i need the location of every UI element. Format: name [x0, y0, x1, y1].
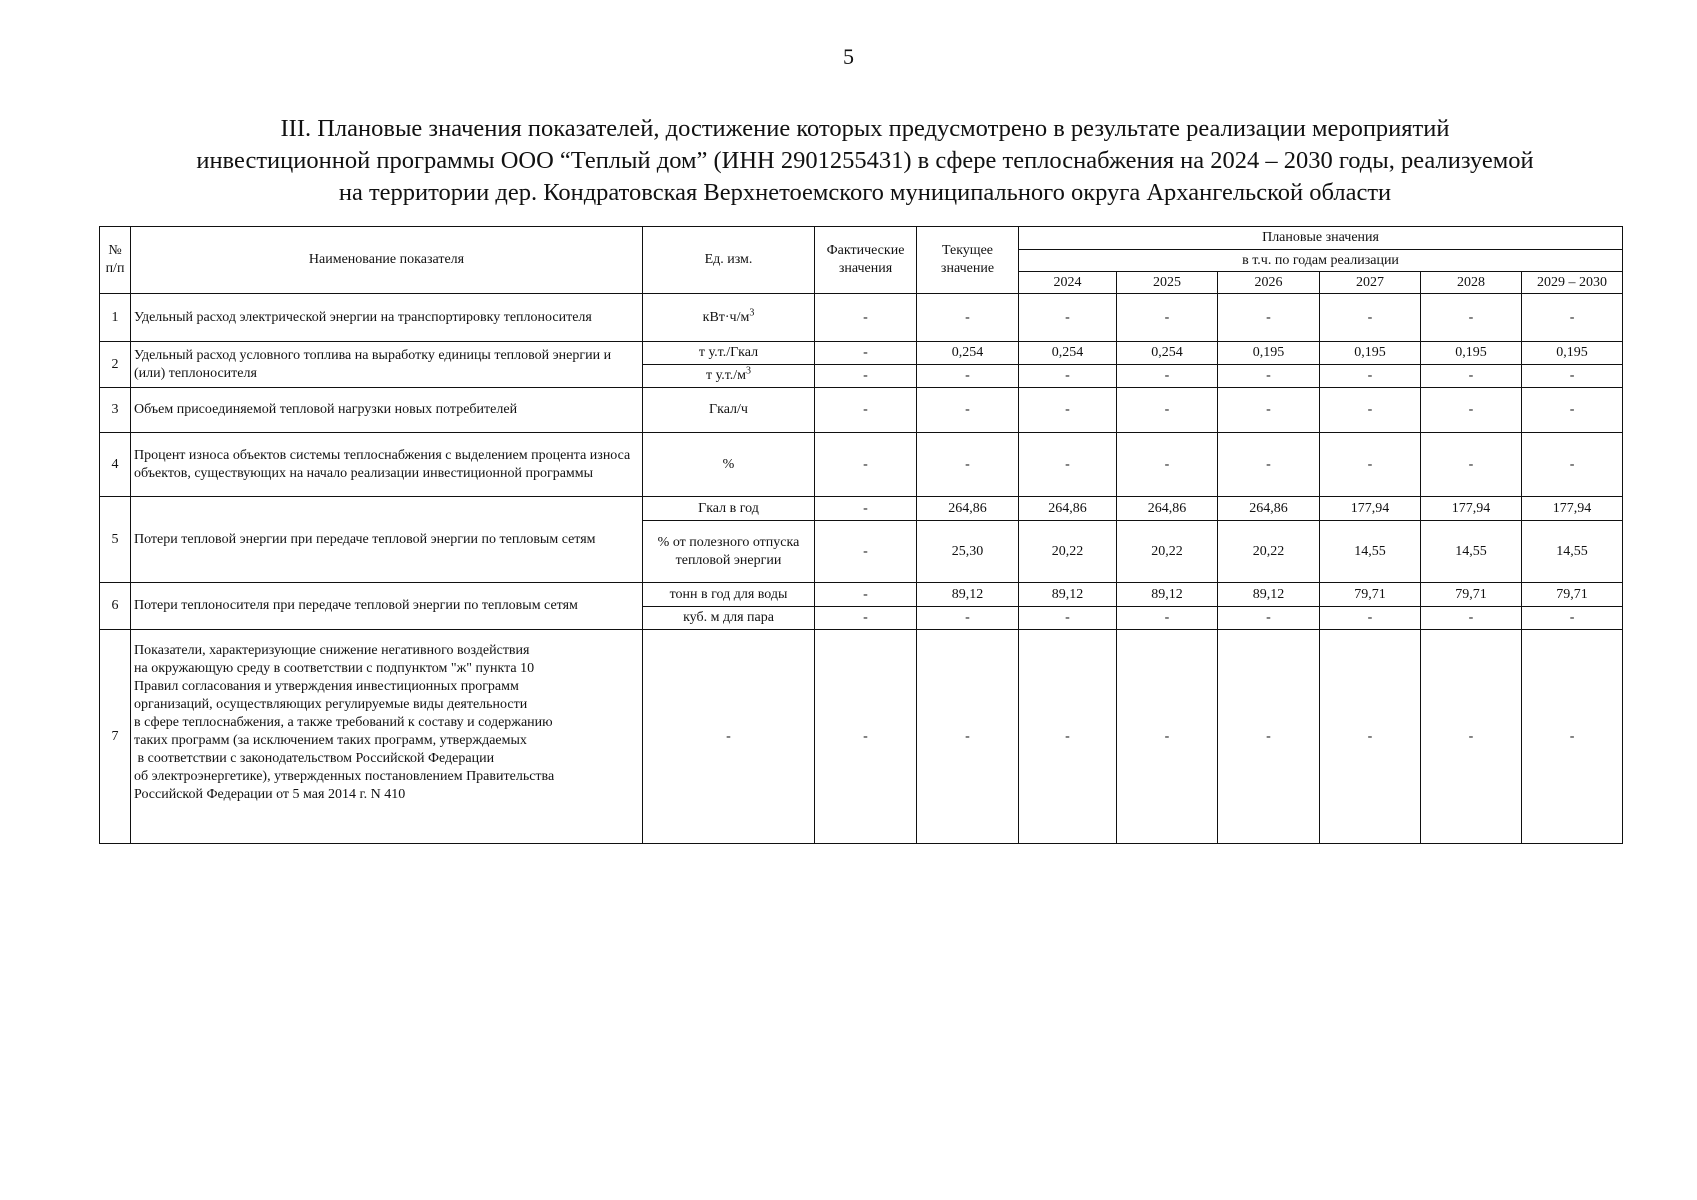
current-value: - — [917, 388, 1019, 433]
indicators-table — [99, 226, 1623, 844]
header-unit: Ед. изм. — [643, 227, 815, 294]
current-value: 264,86 — [917, 497, 1019, 521]
table-row — [100, 388, 1623, 433]
unit-cell — [643, 630, 815, 844]
indicator-name: Удельный расход условного топлива на выработку единицы тепловой энергии и (или) теплоносителя — [131, 342, 643, 388]
indicator-name-line: Показатели, характеризующие снижение негативного воздействия — [134, 643, 530, 658]
year-value: - — [1522, 433, 1623, 497]
row-num: 2 — [100, 342, 131, 388]
unit-cell — [643, 365, 815, 388]
year-value: 79,71 — [1320, 583, 1421, 607]
unit-text: куб. м для пара — [683, 610, 774, 625]
indicator-name: Процент износа объектов системы теплоснабжения с выделением процента износа объектов, существующих на начало реализации инвестиционной программы — [131, 433, 643, 497]
indicator-name-line: в сфере теплоснабжения, а также требований к составу и содержанию — [134, 715, 553, 730]
unit-text: т у.т./Гкал — [698, 345, 759, 360]
unit-text: - — [726, 728, 731, 744]
unit-cell — [643, 433, 815, 497]
actual-value: - — [815, 342, 917, 365]
current-value: 25,30 — [917, 521, 1019, 583]
year-value: - — [1320, 294, 1421, 342]
year-value: 79,71 — [1421, 583, 1522, 607]
actual-value: - — [815, 497, 917, 521]
year-value: - — [1218, 388, 1320, 433]
year-value: - — [1218, 607, 1320, 630]
year-value: - — [1019, 294, 1117, 342]
table-row — [100, 342, 1623, 365]
year-value: - — [1218, 433, 1320, 497]
year-value: - — [1218, 365, 1320, 388]
year-value: 20,22 — [1019, 521, 1117, 583]
page-number: 5 — [843, 44, 854, 69]
actual-value: - — [815, 521, 917, 583]
year-value: - — [1218, 294, 1320, 342]
year-value: - — [1117, 607, 1218, 630]
year-value: 177,94 — [1522, 497, 1623, 521]
year-value: 89,12 — [1019, 583, 1117, 607]
year-value: - — [1019, 433, 1117, 497]
table-row — [100, 294, 1623, 342]
header-year: 2026 — [1218, 272, 1320, 294]
row-num: 1 — [100, 294, 131, 342]
year-value: 89,12 — [1117, 583, 1218, 607]
header-num: № п/п — [100, 227, 131, 294]
year-value: - — [1421, 294, 1522, 342]
header-year: 2028 — [1421, 272, 1522, 294]
year-value: - — [1320, 607, 1421, 630]
row-num: 7 — [100, 630, 131, 844]
year-value: 0,195 — [1218, 342, 1320, 365]
year-value: 264,86 — [1218, 497, 1320, 521]
title-line-2: инвестиционной программы ООО “Теплый дом” (ИНН 2901255431) в сфере теплоснабжения на 2024 – 2030 годы, реализуемой — [196, 147, 1534, 174]
table-row — [100, 433, 1623, 497]
current-value: 89,12 — [917, 583, 1019, 607]
year-value: - — [1421, 388, 1522, 433]
year-value: 14,55 — [1421, 521, 1522, 583]
row-num: 6 — [100, 583, 131, 630]
year-value: - — [1421, 365, 1522, 388]
year-value: - — [1320, 433, 1421, 497]
current-value: - — [917, 294, 1019, 342]
current-value: 0,254 — [917, 342, 1019, 365]
year-value: - — [1522, 630, 1623, 844]
indicator-name: Удельный расход электрической энергии на транспортировку теплоносителя — [131, 294, 643, 342]
year-value: - — [1117, 433, 1218, 497]
current-value: - — [917, 365, 1019, 388]
header-year: 2029 – 2030 — [1522, 272, 1623, 294]
header-year: 2027 — [1320, 272, 1421, 294]
unit-text: % от полезного отпуска тепловой энергии — [657, 534, 800, 568]
unit-cell — [643, 521, 815, 583]
year-value: 0,195 — [1522, 342, 1623, 365]
year-value: 264,86 — [1019, 497, 1117, 521]
unit-text: тонн в год для воды — [669, 586, 788, 602]
table-row — [100, 583, 1623, 607]
table-row — [100, 497, 1623, 521]
year-value: - — [1522, 388, 1623, 433]
actual-value: - — [815, 583, 917, 607]
year-value: 79,71 — [1522, 583, 1623, 607]
year-value: 14,55 — [1320, 521, 1421, 583]
unit-cell — [643, 388, 815, 433]
year-value: - — [1421, 433, 1522, 497]
year-value: - — [1117, 294, 1218, 342]
row-num: 3 — [100, 388, 131, 433]
year-value: 20,22 — [1117, 521, 1218, 583]
header-by-years: в т.ч. по годам реализации — [1019, 250, 1623, 272]
unit-cell — [643, 583, 815, 607]
year-value: 0,254 — [1019, 342, 1117, 365]
year-value: - — [1019, 388, 1117, 433]
indicator-name-line: таких программ (за исключением таких программ, утверждаемых — [134, 733, 527, 748]
actual-value: - — [815, 388, 917, 433]
indicator-name: Потери тепловой энергии при передаче тепловой энергии по тепловым сетям — [131, 497, 643, 583]
year-value: 177,94 — [1320, 497, 1421, 521]
actual-value: - — [815, 607, 917, 630]
document-title — [100, 113, 1630, 209]
unit-text: кВт·ч/м — [702, 309, 750, 325]
year-value: - — [1320, 365, 1421, 388]
title-line-3: на территории дер. Кондратовская Верхнетоемского муниципального округа Архангельской области — [338, 179, 1392, 206]
indicator-name-line: Правил согласования и утверждения инвестиционных программ — [134, 679, 519, 694]
actual-value: - — [815, 365, 917, 388]
year-value: 264,86 — [1117, 497, 1218, 521]
row-num: 4 — [100, 433, 131, 497]
year-value: - — [1019, 607, 1117, 630]
actual-value: - — [815, 630, 917, 844]
indicator-name: Объем присоединяемой тепловой нагрузки новых потребителей — [131, 388, 643, 433]
actual-value: - — [815, 294, 917, 342]
unit-text: Гкал в год — [698, 500, 759, 516]
year-value: - — [1421, 607, 1522, 630]
indicator-name-line: в соответствии с законодательством Российской Федерации — [134, 751, 495, 766]
header-year: 2024 — [1019, 272, 1117, 294]
current-value: - — [917, 433, 1019, 497]
indicator-name-line: на окружающую среду в соответствии с подпунктом "ж" пункта 10 — [134, 661, 535, 676]
year-value: 0,195 — [1421, 342, 1522, 365]
year-value: - — [1320, 630, 1421, 844]
current-value: - — [917, 607, 1019, 630]
year-value: - — [1421, 630, 1522, 844]
year-value: 89,12 — [1218, 583, 1320, 607]
year-value: 177,94 — [1421, 497, 1522, 521]
header-current: Текущее значение — [917, 227, 1019, 294]
table-row — [100, 630, 1623, 844]
row-num: 5 — [100, 497, 131, 583]
year-value: - — [1019, 630, 1117, 844]
header-name: Наименование показателя — [131, 227, 643, 294]
actual-value: - — [815, 433, 917, 497]
header-planned: Плановые значения — [1019, 227, 1623, 250]
indicator-name: Потери теплоносителя при передаче тепловой энергии по тепловым сетям — [131, 583, 643, 630]
unit-cell — [643, 294, 815, 342]
indicator-name-line: Российской Федерации от 5 мая 2014 г. N 410 — [134, 787, 406, 802]
year-value: - — [1320, 388, 1421, 433]
year-value: - — [1522, 365, 1623, 388]
indicator-name — [131, 630, 643, 844]
year-value: - — [1117, 388, 1218, 433]
indicator-name-line: организаций, осуществляющих регулируемые виды деятельности — [134, 697, 528, 712]
year-value: 0,195 — [1320, 342, 1421, 365]
unit-text: Гкал/ч — [709, 402, 748, 417]
unit-text: % — [722, 456, 735, 472]
year-value: - — [1117, 630, 1218, 844]
current-value: - — [917, 630, 1019, 844]
year-value: - — [1522, 294, 1623, 342]
title-line-1: III. Плановые значения показателей, достижение которых предусмотрено в результате реализации мероприятий — [280, 115, 1450, 142]
year-value: - — [1218, 630, 1320, 844]
unit-cell — [643, 497, 815, 521]
unit-text: т у.т./м — [705, 368, 747, 383]
year-value: - — [1019, 365, 1117, 388]
unit-cell — [643, 342, 815, 365]
year-value: - — [1117, 365, 1218, 388]
header-actual: Фактические значения — [815, 227, 917, 294]
year-value: - — [1522, 607, 1623, 630]
year-value: 0,254 — [1117, 342, 1218, 365]
header-year: 2025 — [1117, 272, 1218, 294]
unit-superscript: 3 — [749, 306, 755, 318]
year-value: 20,22 — [1218, 521, 1320, 583]
year-value: 14,55 — [1522, 521, 1623, 583]
unit-cell — [643, 607, 815, 630]
indicator-name-line: об электроэнергетике), утвержденных постановлением Правительства — [134, 769, 555, 784]
unit-superscript: 3 — [746, 365, 752, 377]
